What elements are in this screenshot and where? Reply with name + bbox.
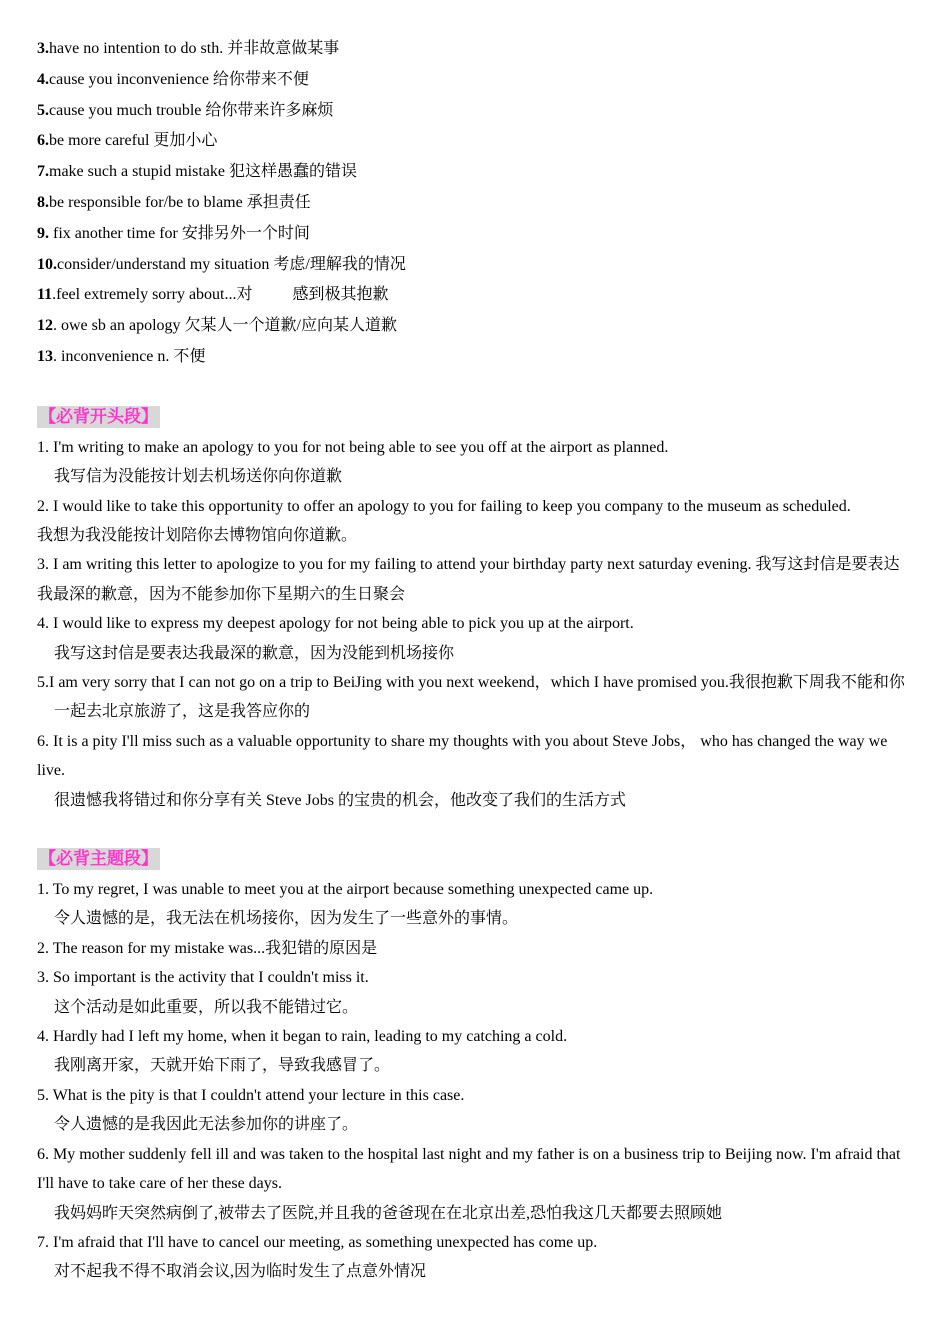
opening-heading-wrap [37, 403, 914, 433]
opening-item: 2. I would like to take this opportunity to offer an apology to you for failing to keep you company to the museum as scheduled. [37, 497, 851, 515]
opening-item-translation: 我写信为没能按计划去机场送你向你道歉 [54, 468, 343, 486]
phrase-item: 12. owe sb an apology 欠某人一个道歉/应向某人道歉 [37, 317, 397, 335]
phrase-item: 10.consider/understand my situation 考虑/理解我的情况 [37, 255, 406, 273]
phrase-item: 8.be responsible for/be to blame 承担责任 [37, 193, 311, 211]
opening-heading: 【必背开头段】 [39, 406, 158, 426]
opening-item: 1. I'm writing to make an apology to you for not being able to see you off at the airport as planned. [37, 438, 669, 456]
phrase-item: 9. fix another time for 安排另外一个时间 [37, 224, 310, 242]
phrase-item: 13. inconvenience n. 不便 [37, 347, 206, 365]
topic-item-translation: 令人遗憾的是，我无法在机场接你，因为发生了一些意外的事情。 [54, 910, 519, 928]
topic-item: 5. What is the pity is that I couldn't attend your lecture in this case. [37, 1086, 465, 1104]
topic-item-translation: 这个活动是如此重要，所以我不能错过它。 [54, 998, 359, 1016]
topic-item: 7. I'm afraid that I'll have to cancel our meeting, as something unexpected has come up. [37, 1233, 598, 1251]
phrase-item: 11.feel extremely sorry about...对 感到极其抱歉 [37, 286, 389, 304]
phrase-item: 7.make such a stupid mistake 犯这样愚蠢的错误 [37, 163, 357, 181]
topic-heading: 【必背主题段】 [39, 849, 158, 869]
opening-item: 3. I am writing this letter to apologize to you for my failing to attend your birthday party next saturday evening. 我写这封信是要表达我最深的歉意，因为不能参加你下星期六的生日聚会 [37, 556, 900, 603]
topic-item-translation: 我妈妈昨天突然病倒了,被带去了医院,并且我的爸爸现在在北京出差,恐怕我这几天都要去照顾她 [54, 1204, 723, 1222]
topic-list [37, 875, 914, 1287]
opening-item: 5.I am very sorry that I can not go on a trip to BeiJing with you next weekend，which I have promised you.我很抱歉下周我不能和你一起去北京旅游了，这是我答应你的 [37, 674, 905, 721]
phrase-list [37, 34, 914, 373]
opening-item: 6. It is a pity I'll miss such as a valuable opportunity to share my thoughts with you about Steve Jobs， who has changed the way we live. [37, 732, 888, 780]
phrase-item: 3.have no intention to do sth. 并非故意做某事 [37, 40, 340, 57]
opening-item-translation: 我写这封信是要表达我最深的歉意，因为没能到机场接你 [54, 644, 455, 662]
topic-item-translation: 对不起我不得不取消会议,因为临时发生了点意外情况 [54, 1263, 427, 1281]
phrase-item: 6.be more careful 更加小心 [37, 132, 218, 150]
phrase-item: 4.cause you inconvenience 给你带来不便 [37, 70, 309, 88]
topic-heading-wrap [37, 845, 914, 875]
topic-item: 6. My mother suddenly fell ill and was taken to the hospital last night and my father is on a business trip to Beijing now. I'm afraid that I'll have to take care of her these days. [37, 1145, 901, 1193]
topic-item-translation: 令人遗憾的是我因此无法参加你的讲座了。 [54, 1116, 359, 1134]
topic-item: 1. To my regret, I was unable to meet you at the airport because something unexpected came up. [37, 881, 654, 899]
opening-list [37, 433, 914, 815]
opening-item-translation: 很遗憾我将错过和你分享有关 Steve Jobs 的宝贵的机会，他改变了我们的生活方式 [54, 791, 627, 809]
topic-item-translation: 我刚离开家，天就开始下雨了，导致我感冒了。 [54, 1057, 391, 1075]
opening-item: 4. I would like to express my deepest apology for not being able to pick you up at the airport. [37, 615, 634, 633]
topic-item: 3. So important is the activity that I couldn't miss it. [37, 969, 369, 987]
topic-item: 4. Hardly had I left my home, when it began to rain, leading to my catching a cold. [37, 1028, 568, 1046]
topic-item: 2. The reason for my mistake was...我犯错的原因是 [37, 939, 378, 957]
phrase-item: 5.cause you much trouble 给你带来许多麻烦 [37, 101, 334, 119]
opening-item-translation: 我想为我没能按计划陪你去博物馆向你道歉。 [37, 526, 358, 544]
